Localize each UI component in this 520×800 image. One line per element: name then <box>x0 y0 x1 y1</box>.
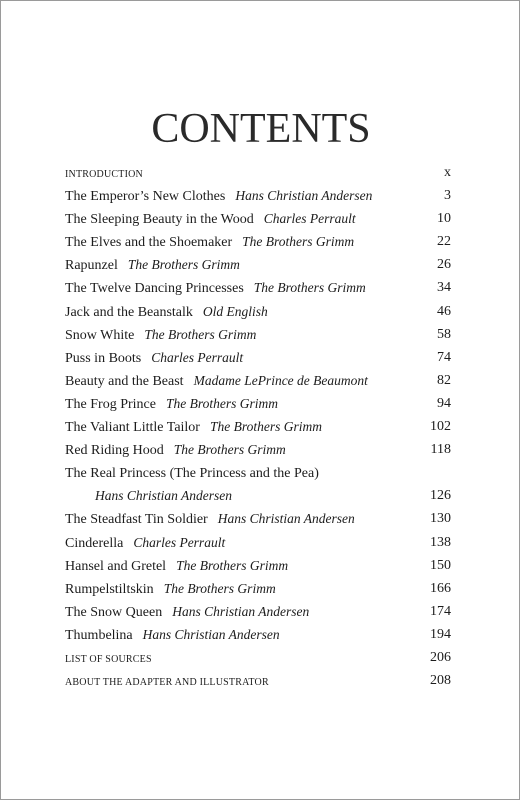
toc-entry-title: Jack and the Beanstalk <box>65 304 193 320</box>
toc-entry <box>65 276 451 299</box>
toc-entry <box>65 415 451 438</box>
toc-entry <box>65 438 451 461</box>
toc-entry <box>65 161 451 184</box>
toc-entry-page-number: 126 <box>430 488 451 504</box>
toc-entry-page-number: 3 <box>444 188 451 204</box>
toc-entry-title: The Frog Prince <box>65 396 156 412</box>
toc-entry-title: The Emperor’s New Clothes <box>65 189 226 205</box>
toc-entry-author: Madame LePrince de Beaumont <box>193 372 368 388</box>
toc-entry-title: The Valiant Little Tailor <box>65 420 200 436</box>
toc-entry <box>65 369 451 392</box>
toc-entry-title: Thumbelina <box>65 627 133 643</box>
toc-entry-title: The Sleeping Beauty in the Wood <box>65 212 254 228</box>
toc-entry-page-number: 166 <box>430 580 451 596</box>
toc-entry <box>65 623 451 646</box>
toc-entry-author: Hans Christian Andersen <box>95 488 233 504</box>
toc-entry <box>65 646 451 669</box>
toc-entry-author: Hans Christian Andersen <box>172 603 310 619</box>
toc-entry-title: Cinderella <box>65 535 124 551</box>
toc-entry-title: ABOUT THE ADAPTER AND ILLUSTRATOR <box>65 677 269 689</box>
toc-entry-author: The Brothers Grimm <box>173 442 286 458</box>
toc-entry-author: The Brothers Grimm <box>176 557 289 573</box>
toc-entry-title: The Elves and the Shoemaker <box>65 235 233 251</box>
page-title: CONTENTS <box>151 106 371 153</box>
toc-entry-author: The Brothers Grimm <box>165 395 278 411</box>
toc-entry <box>65 184 451 207</box>
toc-entry-title: Hansel and Gretel <box>65 558 167 574</box>
toc-entry-author: Hans Christian Andersen <box>142 626 280 642</box>
toc-entry-author: The Brothers Grimm <box>242 234 355 250</box>
toc-entry <box>65 392 451 415</box>
toc-entry-title: INTRODUCTION <box>65 169 143 180</box>
toc-entry-author: The Brothers Grimm <box>127 257 240 273</box>
toc-entry <box>65 669 451 692</box>
toc-entry-author: Old English <box>202 303 268 319</box>
toc-entry-page-number: 118 <box>430 442 451 458</box>
toc-entry <box>65 346 451 369</box>
toc-entry-page-number: 102 <box>430 419 451 435</box>
toc-entry-title: The Twelve Dancing Princesses <box>65 281 244 297</box>
toc-entry <box>65 300 451 323</box>
toc-entry-title: Puss in Boots <box>65 350 142 366</box>
toc-entry-page-number: 82 <box>437 372 451 388</box>
toc-entry-title: Snow White <box>65 327 135 343</box>
toc-entry-author: Hans Christian Andersen <box>235 188 373 204</box>
toc-entry-page-number: 206 <box>430 649 451 665</box>
toc-entry-title: Rapunzel <box>65 258 118 274</box>
toc-entry-author: Charles Perrault <box>263 211 356 227</box>
toc-entry-page-number: 208 <box>430 673 451 689</box>
toc-entry-page-number: 174 <box>430 603 451 619</box>
toc-entry-page-number: 22 <box>437 234 451 250</box>
toc-entry-page-number: 94 <box>437 395 451 411</box>
toc-entry <box>65 507 451 530</box>
toc-entry-page-number: x <box>444 165 451 180</box>
toc-entry-author: The Brothers Grimm <box>209 419 322 435</box>
toc-entry-author: Hans Christian Andersen <box>217 511 355 527</box>
toc-entry <box>65 461 451 484</box>
toc-entry-author: Charles Perrault <box>133 534 226 550</box>
toc-entry <box>65 230 451 253</box>
toc-entry-page-number: 150 <box>430 557 451 573</box>
toc-entry-title: The Steadfast Tin Soldier <box>65 512 208 528</box>
toc-entry-page-number: 74 <box>437 349 451 365</box>
toc-entry <box>65 600 451 623</box>
table-of-contents <box>65 161 451 692</box>
toc-entry-author: The Brothers Grimm <box>144 326 257 342</box>
toc-entry-title: Red Riding Hood <box>65 443 164 459</box>
toc-entry-page-number: 10 <box>437 211 451 227</box>
toc-entry <box>65 207 451 230</box>
toc-entry-page-number: 130 <box>430 511 451 527</box>
toc-entry-title: The Snow Queen <box>65 604 163 620</box>
toc-entry <box>65 253 451 276</box>
toc-entry-page-number: 194 <box>430 626 451 642</box>
toc-entry-page-number: 46 <box>437 303 451 319</box>
toc-entry-author: The Brothers Grimm <box>253 280 366 296</box>
toc-entry-author: The Brothers Grimm <box>163 580 276 596</box>
toc-entry-page-number: 26 <box>437 257 451 273</box>
toc-entry <box>65 323 451 346</box>
toc-entry <box>65 554 451 577</box>
toc-entry-title: Beauty and the Beast <box>65 373 184 389</box>
toc-entry <box>65 531 451 554</box>
toc-entry-author: Charles Perrault <box>151 349 244 365</box>
toc-entry-title: Rumpelstiltskin <box>65 581 154 597</box>
toc-entry-title: LIST OF SOURCES <box>65 653 152 665</box>
toc-entry-page-number: 138 <box>430 534 451 550</box>
toc-entry-page-number: 34 <box>437 280 451 296</box>
toc-entry-page-number: 58 <box>437 326 451 342</box>
toc-entry-title: The Real Princess (The Princess and the Pea) <box>65 466 319 482</box>
toc-entry <box>65 484 451 507</box>
toc-entry <box>65 577 451 600</box>
